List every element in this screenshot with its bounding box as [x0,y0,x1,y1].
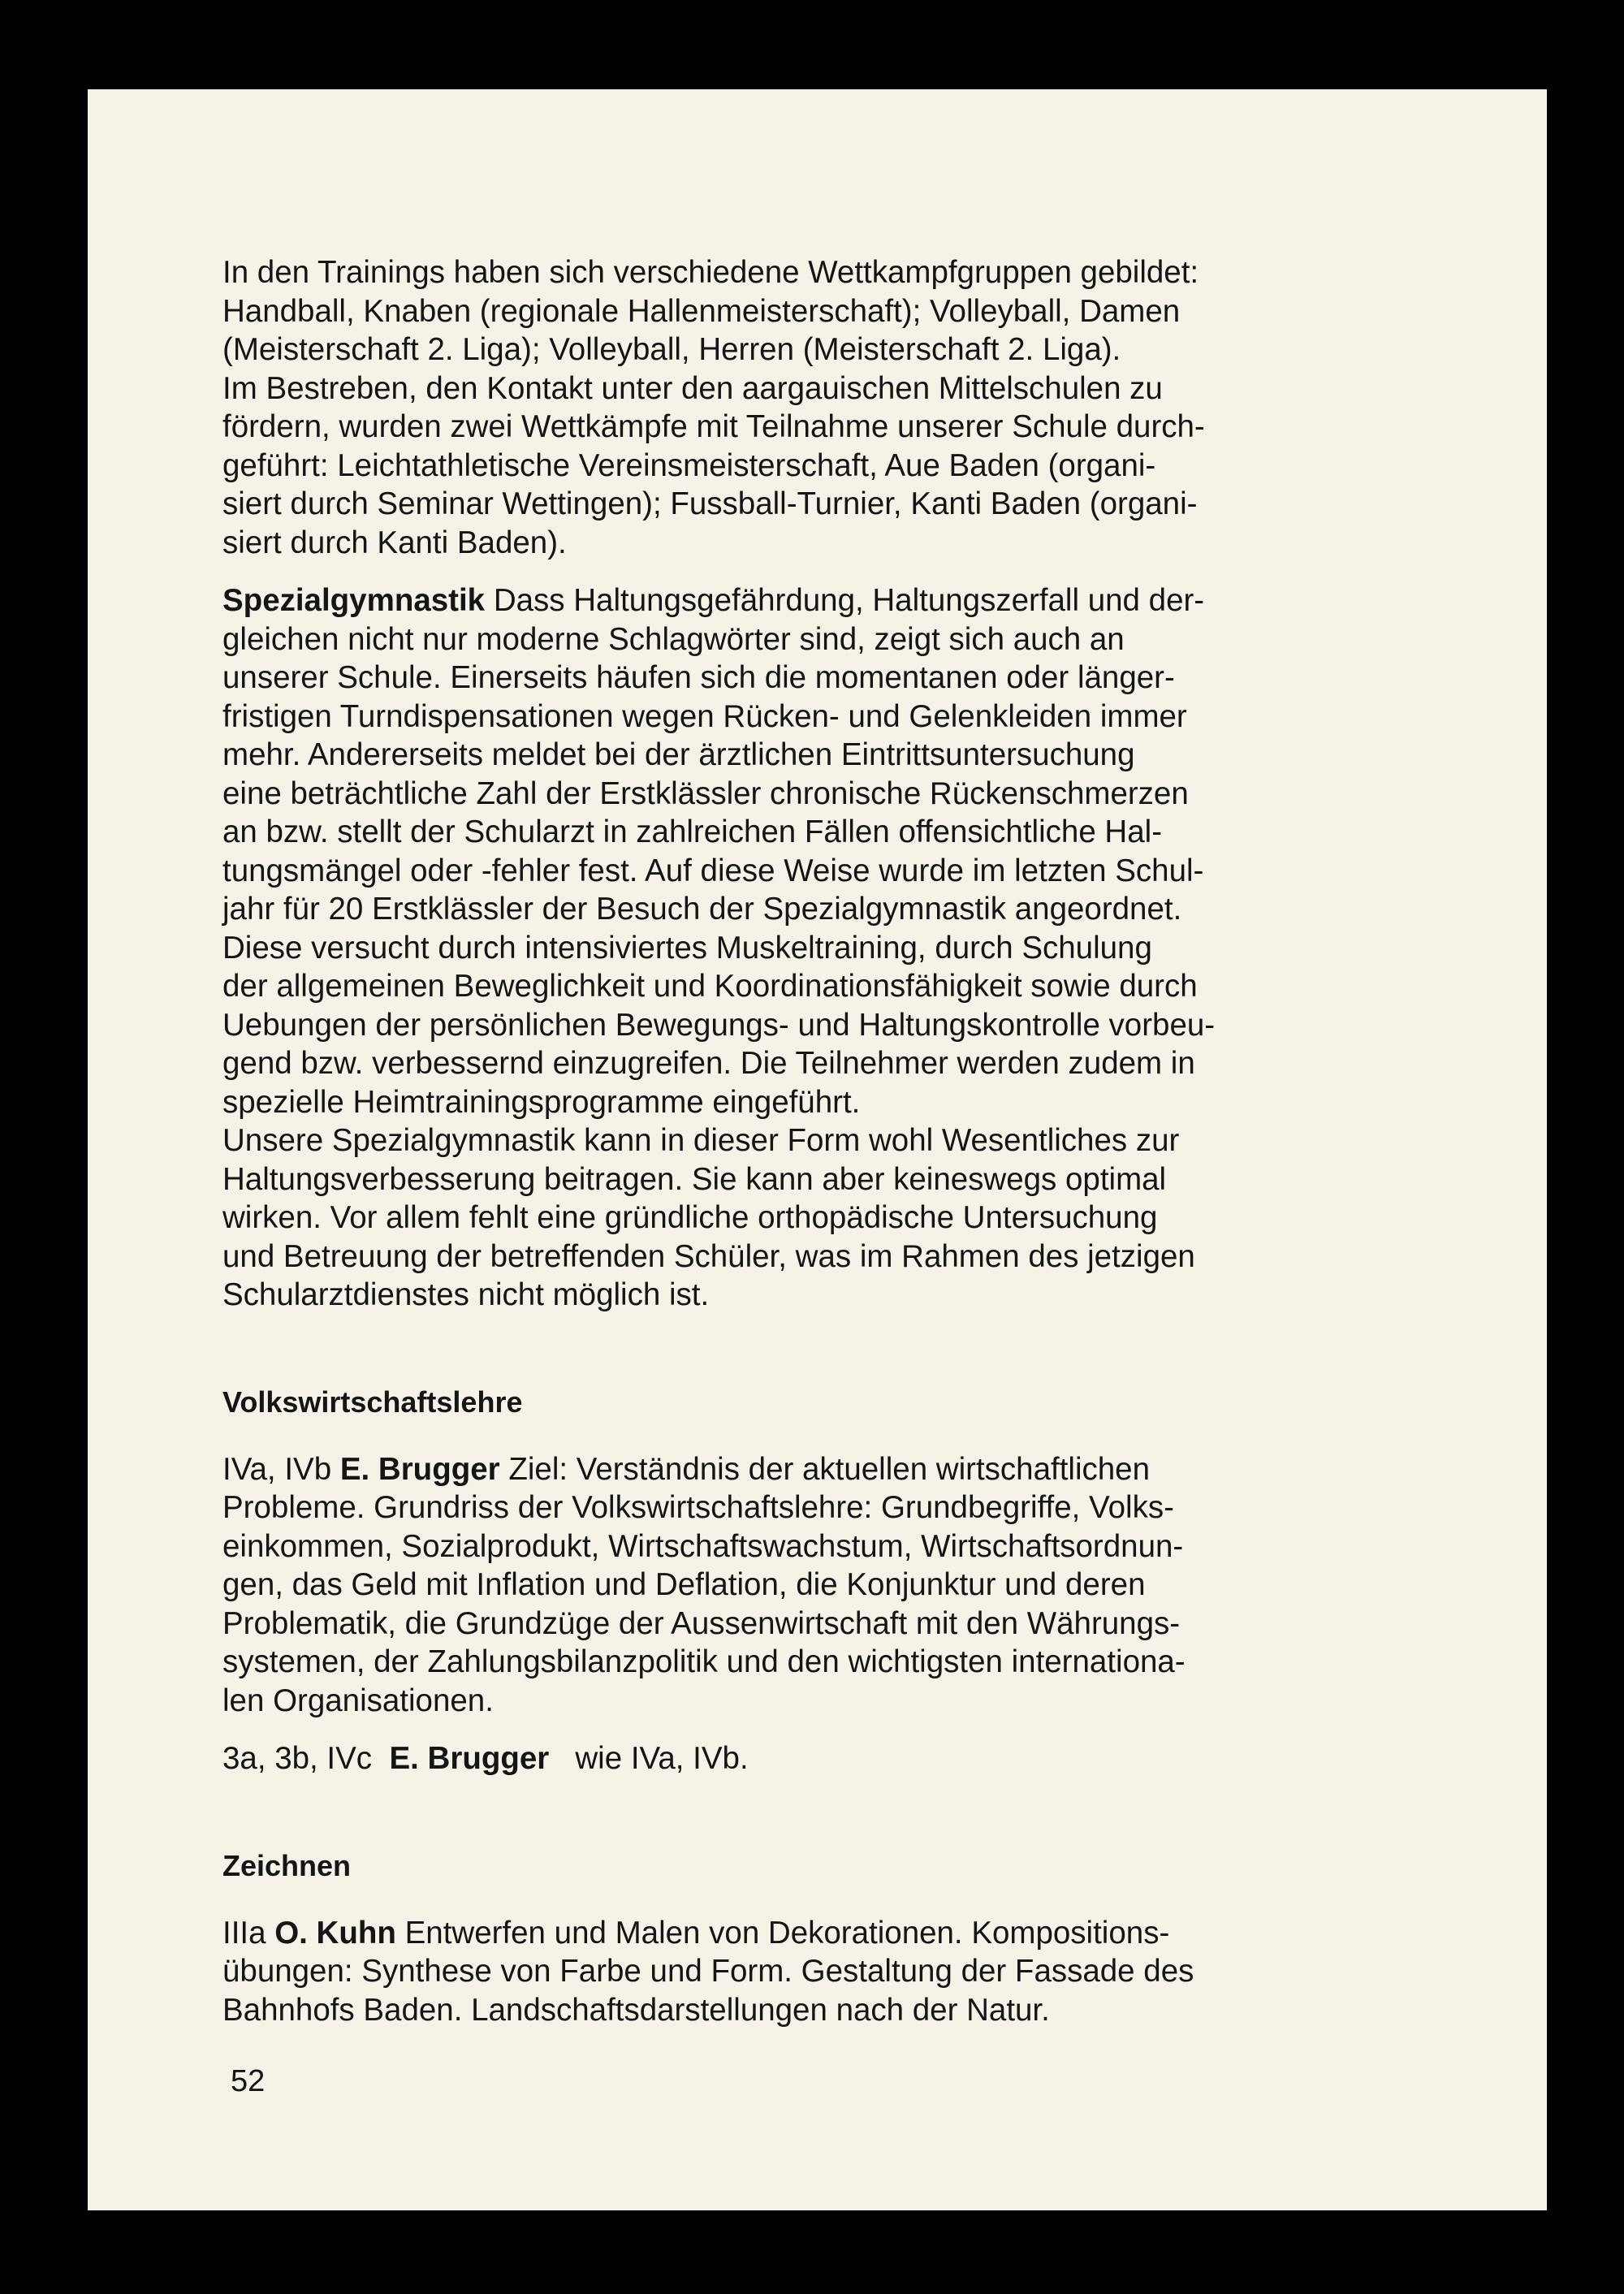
zeichnen-heading: Zeichnen [222,1848,352,1882]
sport-paragraph-1: In den Trainings haben sich verschiedene Wettkampfgruppen gebildet: Handball, Knaben (regionale Hallenmeisterschaft); Volleyball, Damen (Meisterschaft 2. Liga); Volleyball, Herren (Meisterschaft 2. Liga). [222,255,1199,367]
volkswirtschaftslehre-entry-1: IVa, IVb E. Brugger Ziel: Verständnis der aktuellen wirtschaftlichen Probleme. Grundriss der Volkswirtschaftslehre: Grundbegriffe, Volks- einkommen, Sozialprodukt, Wirtschaftswachstum, Wirtschaftsordnun- gen, das Geld mit Inflation und Deflation, die Konjunktur und deren Problematik, die Grundzüge der Aussenwirtschaft mit den Währungs- systemen, der Zahlungsbilanzpolitik und den wichtigsten internationa- len Organisationen. [222,1451,1186,1718]
spezialgymnastik-label: Spezialgymnastik [222,583,486,618]
teacher-name: E. Brugger [389,1741,550,1776]
sport-paragraph-2: Im Bestreben, den Kontakt unter den aargauischen Mittelschulen zu fördern, wurden zwei Wettkämpfe mit Teilnahme unserer Schule durch- geführt: Leichtathletische Vereinsmeisterschaft, Aue Baden (organi- siert durch Seminar Wettingen); Fussball-Turnier, Kanti Baden (organi- siert durch Kanti Baden). [222,370,1205,560]
page-content [222,253,1424,2029]
document-page [88,89,1547,2210]
volkswirtschaftslehre-heading: Volkswirtschaftslehre [222,1385,523,1419]
teacher-name: E. Brugger [339,1451,500,1487]
zeichnen-entry-1: IIIa O. Kuhn Entwerfen und Malen von Dekorationen. Kompositions- übungen: Synthese von Farbe und Form. Gestaltung der Fassade des Bahnhofs Baden. Landschaftsdarstellungen nach der Natur. [222,1915,1194,2028]
spezialgymnastik-paragraph-2: Unsere Spezialgymnastik kann in dieser Form wohl Wesentliches zur Haltungsverbesserung beitragen. Sie kann aber keineswegs optimal wirken. Vor allem fehlt eine gründliche orthopädische Untersuchung und Betreuung der betreffenden Schüler, was im Rahmen des jetzigen Schularztdienstes nicht möglich ist. [222,1123,1195,1312]
page-number: 52 [231,2064,266,2098]
spezialgymnastik-paragraph-1: Spezialgymnastik Dass Haltungsgefährdung, Haltungszerfall und der- gleichen nicht nur moderne Schlagwörter sind, zeigt sich auch an unserer Schule. Einerseits häufen sich die momentanen oder länger- fristigen Turndispensationen wegen Rücken- und Gelenkleiden immer mehr. Andererseits meldet bei der ärztlichen Eintrittsuntersuchung eine beträchtliche Zahl der Erstklässler chronische Rückenschmerzen an bzw. stellt der Schularzt in zahlreichen Fällen offensichtliche Hal- tungsmängel oder -fehler fest. Auf diese Weise wurde im letzten Schul- jahr für 20 Erstklässler der Besuch der Spezialgymnastik angeordnet. Diese versucht durch intensiviertes Muskeltraining, durch Schulung der allgemeinen Beweglichkeit und Koordinationsfähigkeit sowie durch Uebungen der persönlichen Bewegungs- und Haltungskontrolle vorbeu- gend bzw. verbessernd einzugreifen. Die Teilnehmer werden zudem in spezielle Heimtrainingsprogramme eingeführt. [222,583,1216,1120]
volkswirtschaftslehre-entry-2: 3a, 3b, IVc E. Brugger wie IVa, IVb. [222,1741,749,1776]
teacher-name: O. Kuhn [274,1915,396,1951]
